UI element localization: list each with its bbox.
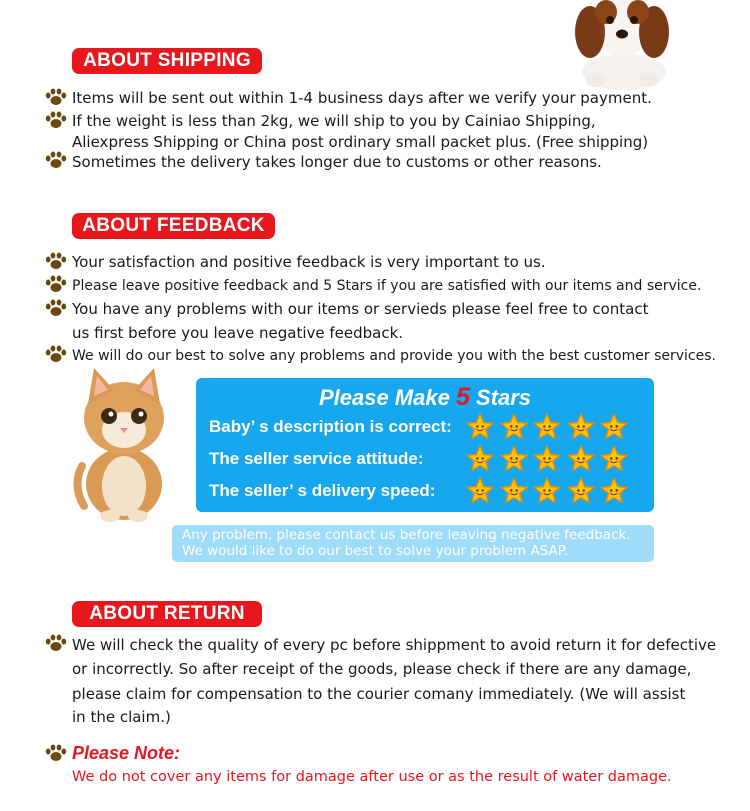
feedback-item: We will do our best to solve any problems and provide you with the best customer services. (72, 348, 716, 364)
paw-icon (45, 275, 67, 293)
paw-icon (45, 634, 67, 652)
contact-notice-line: We would like to do our best to solve your problem ASAP. (182, 543, 569, 559)
note-text: We do not cover any items for damage after use or as the result of water damage. (72, 769, 672, 785)
return-item-continued: in the claim.) (72, 708, 171, 726)
note-title: Please Note: (72, 743, 181, 763)
cat-image (72, 366, 176, 522)
star-icon (600, 477, 628, 505)
section-title-feedback: ABOUT FEEDBACK (72, 213, 275, 239)
star-icon (567, 477, 595, 505)
star-icon (500, 445, 528, 473)
feedback-item: You have any problems with our items or servieds please feel free to contact (72, 300, 649, 318)
rating-card (196, 378, 654, 512)
rating-row-label: The seller service attitude: (209, 449, 424, 468)
contact-notice-line: Any problem, please contact us before leaving negative feedback. (182, 527, 631, 543)
paw-icon (45, 151, 67, 169)
paw-icon (45, 299, 67, 317)
feedback-item-continued: us first before you leave negative feedback. (72, 324, 404, 342)
feedback-item: Please leave positive feedback and 5 Stars if you are satisfied with our items and service. (72, 278, 702, 294)
star-icon (567, 413, 595, 441)
star-icon (567, 445, 595, 473)
star-icon (533, 413, 561, 441)
star-icon (500, 477, 528, 505)
shipping-item: Items will be sent out within 1-4 business days after we verify your payment. (72, 89, 652, 107)
rating-row-label: Baby’ s description is correct: (209, 417, 452, 436)
rating-card-title-prefix: Please Make (318, 385, 450, 410)
paw-icon (45, 88, 67, 106)
star-icon (533, 477, 561, 505)
shipping-item: If the weight is less than 2kg, we will ship to you by Cainiao Shipping, (72, 112, 596, 130)
star-icon (466, 477, 494, 505)
star-icon (466, 413, 494, 441)
paw-icon (45, 345, 67, 363)
return-item: We will check the quality of every pc before shippment to avoid return it for defective (72, 636, 717, 654)
shipping-item: Sometimes the delivery takes longer due to customs or other reasons. (72, 153, 602, 171)
paw-icon (45, 111, 67, 129)
section-title-shipping: ABOUT SHIPPING (72, 48, 262, 74)
shipping-item-continued: Aliexpress Shipping or China post ordinary small packet plus. (Free shipping) (72, 133, 649, 151)
rating-row-label: The seller’ s delivery speed: (209, 481, 436, 500)
paw-icon (45, 252, 67, 270)
paw-icon (45, 744, 67, 762)
feedback-item: Your satisfaction and positive feedback is very important to us. (72, 253, 546, 271)
rating-card-title (196, 383, 654, 412)
star-icon (466, 445, 494, 473)
rating-card-title-suffix: Stars (475, 385, 532, 410)
dog-image (566, 0, 674, 90)
star-icon (533, 445, 561, 473)
section-title-return: ABOUT RETURN (72, 601, 262, 627)
return-item-continued: or incorrectly. So after receipt of the goods, please check if there are any damage, (72, 660, 692, 678)
contact-notice (172, 525, 654, 562)
star-icon (500, 413, 528, 441)
star-icon (600, 413, 628, 441)
rating-card-title-number: 5 (455, 383, 470, 411)
star-icon (600, 445, 628, 473)
return-item-continued: please claim for compensation to the courier comany immediately. (We will assist (72, 685, 686, 703)
